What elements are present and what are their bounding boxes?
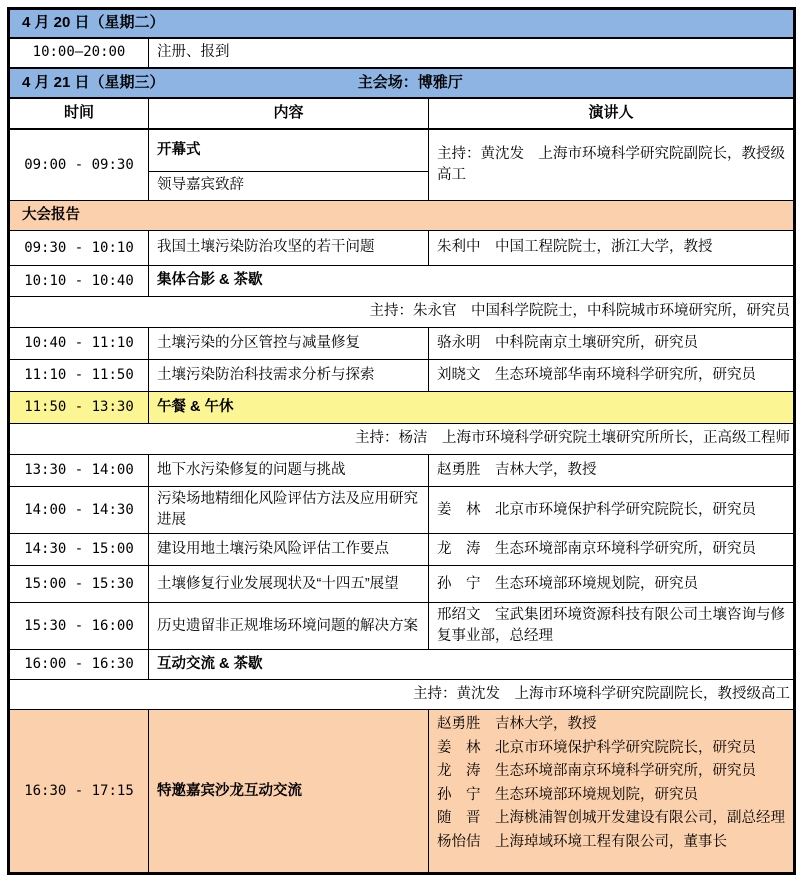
talk8-speaker: 邢绍文 宝武集团环境资源科技有限公司土壤咨询与修复事业部，总经理 <box>429 603 795 650</box>
talk5-speaker: 姜 林 北京市环境保护科学研究院院长，研究员 <box>429 487 795 534</box>
talk-row-1 <box>9 231 795 266</box>
column-header-time: 时间 <box>9 98 149 129</box>
photo-break-time: 10:10 - 10:40 <box>9 266 149 297</box>
lunch-label: 午餐 & 午休 <box>149 392 795 424</box>
talk7-content: 土壤修复行业发展现状及“十四五”展望 <box>149 566 429 603</box>
talk3-time: 11:10 - 11:50 <box>9 360 149 392</box>
talk3-content: 土壤污染防治科技需求分析与探索 <box>149 360 429 392</box>
lunch-row <box>9 392 795 424</box>
talk2-content: 土壤污染的分区管控与减量修复 <box>149 328 429 360</box>
host-huang-label: 主持：黄沈发 上海市环境科学研究院副院长，教授级高工 <box>9 680 795 710</box>
plenary-section-row <box>9 201 795 231</box>
salon-speaker: 杨怡佶 上海琸域环境工程有限公司，董事长 <box>437 834 727 851</box>
talk6-time: 14:30 - 15:00 <box>9 534 149 566</box>
talk7-speaker: 孙 宁 生态环境部环境规划院，研究员 <box>429 566 795 603</box>
talk5-time: 14:00 - 14:30 <box>9 487 149 534</box>
talk-row-7 <box>9 566 795 603</box>
opening-row <box>9 129 795 172</box>
host-yang-label: 主持：杨洁 上海市环境科学研究院土壤研究所所长，正高级工程师 <box>9 424 795 455</box>
interaction-break-time: 16:00 - 16:30 <box>9 650 149 680</box>
host-row-yang <box>9 424 795 455</box>
talk4-content: 地下水污染修复的问题与挑战 <box>149 455 429 487</box>
column-header-speaker: 演讲人 <box>429 98 795 129</box>
opening-title: 开幕式 <box>149 129 429 172</box>
registration-time: 10:00–20:00 <box>9 38 149 68</box>
talk8-time: 15:30 - 16:00 <box>9 603 149 650</box>
salon-speaker: 孙 宁 生态环境部环境规划院，研究员 <box>437 786 698 803</box>
conference-agenda-table <box>7 7 796 875</box>
day1-header-row <box>9 9 795 38</box>
salon-title: 特邀嘉宾沙龙互动交流 <box>149 710 429 874</box>
talk1-content: 我国土壤污染防治攻坚的若干问题 <box>149 231 429 266</box>
talk6-content: 建设用地土壤污染风险评估工作要点 <box>149 534 429 566</box>
talk2-speaker: 骆永明 中科院南京土壤研究所，研究员 <box>429 328 795 360</box>
talk1-speaker: 朱利中 中国工程院院士，浙江大学，教授 <box>429 231 795 266</box>
day2-date: 4 月 21 日（星期三） <box>22 73 165 91</box>
talk1-time: 09:30 - 10:10 <box>9 231 149 266</box>
talk-row-5 <box>9 487 795 534</box>
interaction-break-label: 互动交流 & 茶歇 <box>149 650 795 680</box>
column-header-content: 内容 <box>149 98 429 129</box>
venue-label: 主会场：博雅厅 <box>357 73 463 91</box>
talk4-speaker: 赵勇胜 吉林大学，教授 <box>429 455 795 487</box>
photo-break-row <box>9 266 795 297</box>
talk3-speaker: 刘晓文 生态环境部华南环境科学研究所，研究员 <box>429 360 795 392</box>
host-row-zhu <box>9 297 795 328</box>
talk7-time: 15:00 - 15:30 <box>9 566 149 603</box>
talk5-content: 污染场地精细化风险评估方法及应用研究进展 <box>149 487 429 534</box>
talk-row-2 <box>9 328 795 360</box>
day1-date: 4 月 20 日（星期二） <box>9 9 795 38</box>
opening-subtitle: 领导嘉宾致辞 <box>149 172 429 201</box>
talk-row-6 <box>9 534 795 566</box>
salon-speaker: 龙 涛 生态环境部南京环境科学研究所，研究员 <box>437 763 756 780</box>
talk6-speaker: 龙 涛 生态环境部南京环境科学研究所，研究员 <box>429 534 795 566</box>
opening-time: 09:00 - 09:30 <box>9 129 149 201</box>
host-zhu-label: 主持：朱永官 中国科学院院士，中科院城市环境研究所，研究员 <box>9 297 795 328</box>
registration-activity: 注册、报到 <box>149 38 795 68</box>
talk8-content: 历史遗留非正规堆场环境问题的解决方案 <box>149 603 429 650</box>
registration-row <box>9 38 795 68</box>
talk-row-4 <box>9 455 795 487</box>
day2-header-cell <box>9 68 795 98</box>
salon-speakers-cell <box>429 710 795 874</box>
day2-header-row <box>9 68 795 98</box>
opening-host: 主持：黄沈发 上海市环境科学研究院副院长，教授级高工 <box>429 129 795 201</box>
salon-speaker: 随 晋 上海桃浦智创城开发建设有限公司，副总经理 <box>437 810 785 827</box>
plenary-section-title: 大会报告 <box>9 201 795 231</box>
interaction-break-row <box>9 650 795 680</box>
talk2-time: 10:40 - 11:10 <box>9 328 149 360</box>
lunch-time: 11:50 - 13:30 <box>9 392 149 424</box>
salon-time: 16:30 - 17:15 <box>9 710 149 874</box>
talk-row-8 <box>9 603 795 650</box>
talk-row-3 <box>9 360 795 392</box>
host-row-huang <box>9 680 795 710</box>
talk4-time: 13:30 - 14:00 <box>9 455 149 487</box>
salon-speaker: 姜 林 北京市环境保护科学研究院院长，研究员 <box>437 739 756 756</box>
column-header-row <box>9 98 795 129</box>
photo-break-label: 集体合影 & 茶歇 <box>149 266 795 297</box>
salon-speaker: 赵勇胜 吉林大学，教授 <box>437 716 597 733</box>
salon-row <box>9 710 795 874</box>
